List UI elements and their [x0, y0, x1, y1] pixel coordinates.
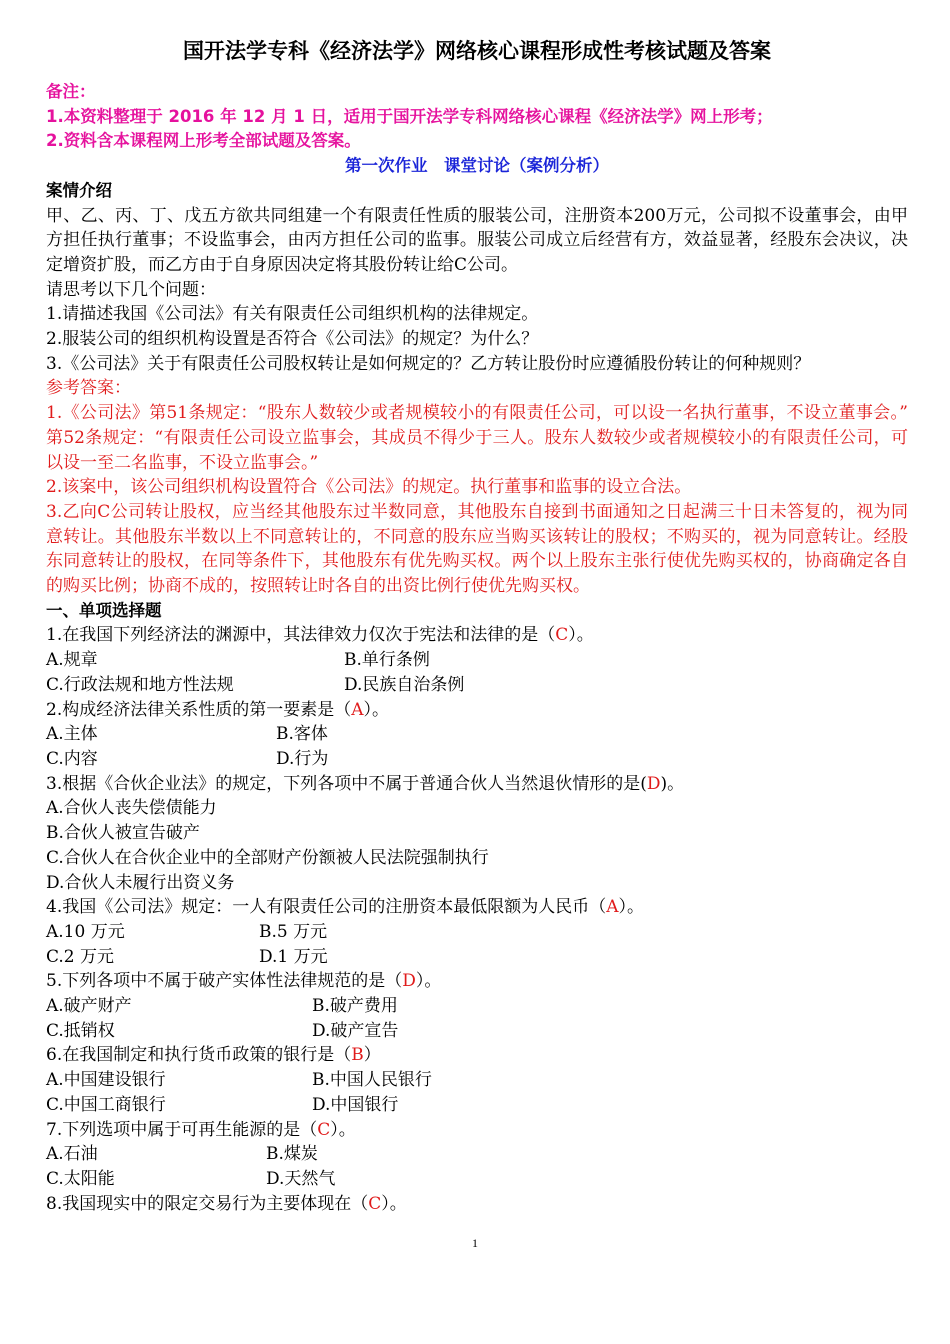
option: A.合伙人丧失偿债能力	[46, 798, 217, 819]
option-row	[46, 920, 908, 945]
option-row	[46, 722, 908, 747]
question-text: 7.下列选项中属于可再生能源的是（	[46, 1119, 318, 1140]
option: C.太阳能	[46, 1168, 115, 1189]
option-row	[46, 1068, 908, 1093]
document-title: 国开法学专科《经济法学》网络核心课程形成性考核试题及答案	[183, 39, 771, 63]
option: D.民族自治条例	[344, 674, 465, 695]
option: D.合伙人未履行出资义务	[46, 872, 235, 893]
option: B.单行条例	[344, 650, 430, 671]
option-row	[46, 846, 908, 871]
case-prompt: 请思考以下几个问题：	[46, 279, 216, 300]
answer-letter: D	[646, 773, 661, 794]
option: A.10 万元	[46, 921, 125, 942]
answer-1: 1.《公司法》第51条规定：“股东人数较少或者规模较小的有限责任公司，可以设一名执行董事，不设立董事会。” 第52条规定：“有限责任公司设立监事会，其成员不得少于三人。股东人数较少或者规模较小的有限责任公司，可以设一至二名监事，不设立监事会。”	[46, 403, 908, 473]
option-row	[46, 747, 908, 772]
option: B.合伙人被宣告破产	[46, 823, 200, 844]
case-body: 甲、乙、丙、丁、戊五方欲共同组建一个有限责任性质的服装公司，注册资本200万元，公司拟不设董事会，由甲方担任执行董事；不设监事会，由丙方担任公司的监事。服装公司成立后经营有方，效益显著，经股东会决议，决定增资扩股，而乙方由于自身原因决定将其股份转让给C公司。	[46, 205, 908, 275]
question-text-end: ）。	[381, 1193, 407, 1214]
option: B.客体	[276, 724, 328, 745]
option: B.破产费用	[312, 996, 398, 1017]
mcq-question-stem	[46, 698, 908, 723]
question-text: 2.构成经济法律关系性质的第一要素是（	[46, 699, 352, 720]
option: D.破产宣告	[312, 1020, 399, 1041]
notes-label: 备注：	[46, 82, 96, 101]
answer-2: 2.该案中，该公司组织机构设置符合《公司法》的规定。执行董事和监事的设立合法。	[46, 477, 692, 498]
question-text: 1.在我国下列经济法的渊源中，其法律效力仅次于宪法和法律的是（	[46, 625, 556, 646]
answer-letter: A	[606, 897, 619, 918]
option-row	[46, 1142, 908, 1167]
option: D.行为	[276, 748, 329, 769]
question-text-end: ）。	[415, 971, 442, 992]
option: C.抵销权	[46, 1020, 115, 1041]
option-row	[46, 1167, 908, 1192]
question-text: 3.根据《合伙企业法》的规定，下列各项中不属于普通合伙人当然退伙情形的是(	[46, 773, 647, 794]
document-page	[46, 30, 908, 1216]
question-text-end: ）	[363, 1045, 381, 1066]
option: B.中国人民银行	[312, 1070, 432, 1091]
option: A.石油	[46, 1144, 98, 1165]
option: B.煤炭	[266, 1144, 318, 1165]
option: D.1 万元	[259, 946, 328, 967]
answer-letter: A	[351, 699, 364, 720]
case-question-1: 1.请描述我国《公司法》有关有限责任公司组织机构的法律规定。	[46, 304, 539, 325]
option: A.中国建设银行	[46, 1070, 166, 1091]
option: C.合伙人在合伙企业中的全部财产份额被人民法院强制执行	[46, 847, 489, 868]
option: A.主体	[46, 724, 98, 745]
mcq-list	[46, 623, 908, 1216]
option: D.中国银行	[312, 1094, 399, 1115]
option-row	[46, 796, 908, 821]
mcq-question-stem	[46, 1118, 908, 1143]
question-text-end: ）。	[330, 1119, 356, 1140]
option: A.规章	[46, 650, 98, 671]
question-text: 6.在我国制定和执行货币政策的银行是（	[46, 1045, 352, 1066]
mcq-question-stem	[46, 1192, 908, 1217]
mcq-question-stem	[46, 969, 908, 994]
section-title: 第一次作业 课堂讨论（案例分析）	[345, 156, 609, 176]
question-text-end: )。	[660, 773, 685, 794]
option-row	[46, 945, 908, 970]
mcq-question-stem	[46, 623, 908, 648]
answer-label: 参考答案：	[46, 378, 131, 399]
option: B.5 万元	[259, 921, 328, 942]
answer-3: 3.乙向C公司转让股权，应当经其他股东过半数同意，其他股东自接到书面通知之日起满三十日未答复的，视为同意转让。其他股东半数以上不同意转让的，不同意的股东应当购买该转让的股权；不购买的，视为同意转让。经股东同意转让的股权，在同等条件下，其他股东有优先购买权。两个以上股东主张行使优先购买权的，协商确定各自的购买比例；协商不成的，按照转让时各自的出资比例行使优先购买权。	[46, 501, 908, 597]
option: C.内容	[46, 748, 98, 769]
option: A.破产财产	[46, 996, 132, 1017]
answer-letter: B	[351, 1045, 364, 1066]
option: C.2 万元	[46, 946, 115, 967]
answer-letter: C	[368, 1193, 382, 1214]
question-text-end: ）。	[568, 625, 594, 646]
option-row	[46, 673, 908, 698]
option-row	[46, 994, 908, 1019]
question-text: 5.下列各项中不属于破产实体性法律规范的是（	[46, 971, 403, 992]
question-text: 8.我国现实中的限定交易行为主要体现在（	[46, 1193, 369, 1214]
question-text-end: ）。	[363, 699, 390, 720]
option-row	[46, 871, 908, 896]
option: C.中国工商银行	[46, 1094, 166, 1115]
option-row	[46, 1093, 908, 1118]
option-row	[46, 821, 908, 846]
option-row	[46, 1019, 908, 1044]
answer-letter: D	[402, 971, 416, 992]
answer-letter: C	[317, 1119, 331, 1140]
option: C.行政法规和地方性法规	[46, 674, 234, 695]
case-heading: 案情介绍	[46, 180, 112, 200]
question-text-end: ）。	[618, 897, 644, 918]
note-1: 1.本资料整理于 2016 年 12 月 1 日，适用于国开法学专科网络核心课程《经济法学》网上形考；	[46, 106, 773, 126]
answer-letter: C	[555, 625, 569, 646]
mcq-question-stem	[46, 772, 908, 797]
option-row	[46, 648, 908, 673]
question-text: 4.我国《公司法》规定：一人有限责任公司的注册资本最低限额为人民币（	[46, 897, 607, 918]
option: D.天然气	[266, 1168, 336, 1189]
note-2: 2.资料含本课程网上形考全部试题及答案。	[46, 131, 361, 151]
case-question-2: 2.服装公司的组织机构设置是否符合《公司法》的规定？为什么？	[46, 329, 539, 350]
case-question-3: 3.《公司法》关于有限责任公司股权转让是如何规定的？乙方转让股份时应遵循股份转让的何种规则？	[46, 353, 811, 374]
mcq-question-stem	[46, 1043, 908, 1068]
mcq-question-stem	[46, 895, 908, 920]
page-number: 1	[472, 1236, 478, 1250]
mcq-heading: 一、单项选择题	[46, 600, 162, 620]
